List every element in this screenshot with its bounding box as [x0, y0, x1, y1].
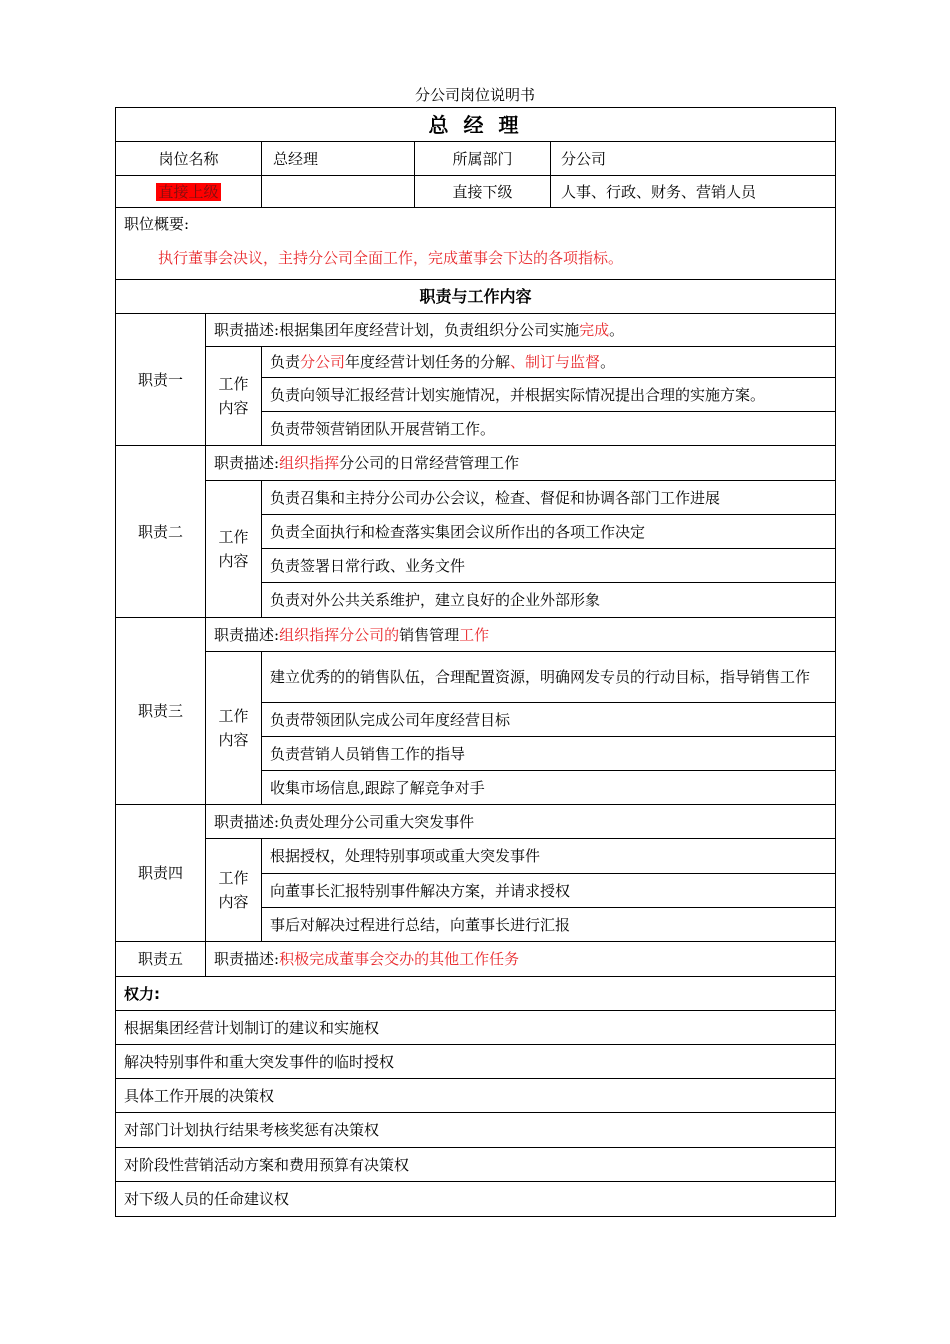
duty-name: 职责一 — [116, 314, 206, 446]
work-item: 负责带领团队完成公司年度经营目标 — [262, 703, 836, 737]
work-item: 负责向领导汇报经营计划实施情况，并根据实际情况提出合理的实施方案。 — [262, 378, 836, 412]
superior-label-cell — [116, 176, 262, 208]
power-item: 解决特别事件和重大突发事件的临时授权 — [116, 1045, 836, 1079]
overview-text: 执行董事会决议，主持分公司全面工作，完成董事会下达的各项指标。 — [158, 249, 624, 267]
work-item: 建立优秀的的销售队伍，合理配置资源，明确网发专员的行动目标，指导销售工作 — [262, 652, 836, 703]
work-item: 事后对解决过程进行总结，向董事长进行汇报 — [262, 908, 836, 942]
duty-name: 职责二 — [116, 446, 206, 618]
overview-label: 职位概要: — [124, 215, 190, 233]
work-content-label: 工作内容 — [206, 839, 262, 942]
duty-name: 职责五 — [116, 942, 206, 977]
powers-label: 权力: — [116, 977, 836, 1011]
work-item: 负责营销人员销售工作的指导 — [262, 737, 836, 771]
work-content-label: 工作内容 — [206, 652, 262, 805]
subordinate-label: 直接下级 — [415, 176, 551, 208]
work-item: 负责签署日常行政、业务文件 — [262, 549, 836, 583]
position-name-value: 总经理 — [262, 142, 415, 176]
duty-description: 职责描述:积极完成董事会交办的其他工作任务 — [206, 942, 836, 977]
duty-description: 职责描述:组织指挥分公司的销售管理工作 — [206, 618, 836, 652]
duty-name: 职责三 — [116, 618, 206, 805]
superior-label: 直接上级 — [158, 182, 219, 201]
page-title: 总 经 理 — [116, 108, 836, 142]
duty-description: 职责描述:根据集团年度经营计划，负责组织分公司实施完成。 — [206, 314, 836, 347]
power-item: 具体工作开展的决策权 — [116, 1079, 836, 1113]
work-item: 负责召集和主持分公司办公会议，检查、督促和协调各部门工作进展 — [262, 481, 836, 515]
subordinate-value: 人事、行政、财务、营销人员 — [551, 176, 836, 208]
section-title: 职责与工作内容 — [116, 280, 836, 314]
duty-description: 职责描述:负责处理分公司重大突发事件 — [206, 805, 836, 839]
work-item: 向董事长汇报特别事件解决方案，并请求授权 — [262, 874, 836, 908]
power-item: 对部门计划执行结果考核奖惩有决策权 — [116, 1113, 836, 1148]
power-item: 根据集团经营计划制订的建议和实施权 — [116, 1011, 836, 1045]
position-name-label: 岗位名称 — [116, 142, 262, 176]
work-item: 负责带领营销团队开展营销工作。 — [262, 412, 836, 446]
department-label: 所属部门 — [415, 142, 551, 176]
job-description-table — [115, 107, 836, 1217]
work-item: 负责全面执行和检查落实集团会议所作出的各项工作决定 — [262, 515, 836, 549]
duty-description: 职责描述:组织指挥分公司的日常经营管理工作 — [206, 446, 836, 481]
work-item: 收集市场信息,跟踪了解竞争对手 — [262, 771, 836, 805]
department-value: 分公司 — [551, 142, 836, 176]
document-header: 分公司岗位说明书 — [414, 86, 535, 104]
power-item: 对下级人员的任命建议权 — [116, 1182, 836, 1217]
work-item: 根据授权，处理特别事项或重大突发事件 — [262, 839, 836, 874]
overview-cell — [116, 208, 836, 280]
superior-value — [262, 176, 415, 208]
work-item: 负责对外公共关系维护，建立良好的企业外部形象 — [262, 583, 836, 618]
duty-name: 职责四 — [116, 805, 206, 942]
power-item: 对阶段性营销活动方案和费用预算有决策权 — [116, 1148, 836, 1182]
work-content-label: 工作内容 — [206, 347, 262, 446]
work-content-label: 工作内容 — [206, 481, 262, 618]
work-item: 负责分公司年度经营计划任务的分解、制订与监督。 — [262, 347, 836, 378]
